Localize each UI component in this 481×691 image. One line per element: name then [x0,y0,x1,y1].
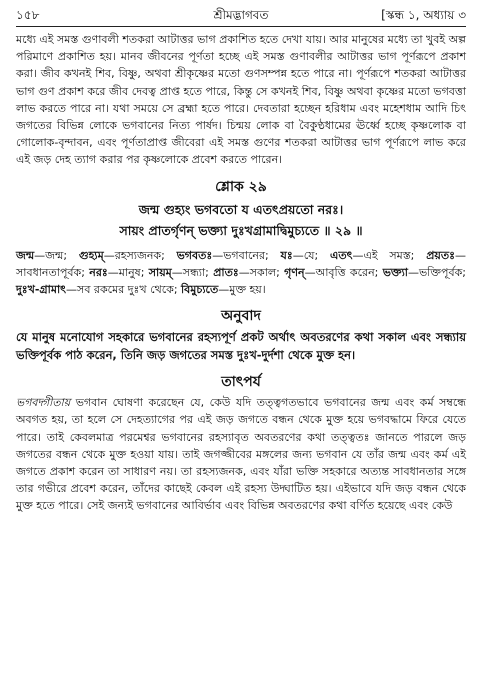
purport-text [16,394,466,514]
synonym-word: গৃণন্ [284,265,305,279]
synonym-word: যঃ [280,248,293,262]
synonym-word: প্রয়তঃ [426,248,455,262]
header-rule [16,26,466,27]
synonym-word: দুঃখ-গ্রামাৎ [16,283,67,297]
synonym-word: সায়ম্ [148,265,172,279]
translation-text: যে মানুষ মনোযোগ সহকারে ভগবানের রহস্যপূর্ণ প্রকট অর্থাৎ অবতরণের কথা সকাল এবং সন্ধ্যায় ভক্তিপূর্বক পাঠ করেন, তিনি জড় জগতের সমস্ত দুঃখ-দুর্দশা থেকে মুক্ত হন। [16,330,466,363]
synonym-meaning: —সাবধানতাপূর্বক; [16,248,466,279]
synonym-meaning: —আবৃত্তি করেন; [304,265,383,279]
verse-line-2: সায়ং প্রাতর্গৃণন্ ভক্ত্যা দুঃখগ্রামাদ্বিমুচ্যতে ॥ ২৯ ॥ [119,222,363,238]
synonym-word: ভগবতঃ [176,248,213,262]
synonym-meaning: —ভক্তিপূর্বক; [407,265,466,279]
purport-italic-lead: ভগবদ্গীতায় [16,396,71,410]
synonym-meaning: —এই সমস্ত; [352,248,427,262]
page-number: ১৫৮ [16,8,40,22]
synonym-meaning: —যে; [292,248,330,262]
synonym-meaning: —সব রকমের দুঃখ থেকে; [66,283,182,297]
synonym-word: বিমুচ্যতে [181,283,219,297]
synonym-meaning: —জন্ম; [34,248,79,262]
synonym-word: ভক্ত্যা [382,265,408,279]
purport-heading: তাৎপর্য [221,374,261,391]
intro-paragraph: মধ্যে এই সমস্ত গুণাবলী শতকরা আটাত্তর ভাগ প্রকাশিত হতে দেখা যায়। আর মানুষের মধ্যে তা খুবই অল্প পরিমাণে প্রকাশিত হয়। মানব জীবনের পূর্ণতা হচ্ছে এই সমস্ত গুণাবলীর আটাত্তর ভাগ পূর্ণরূপে প্রকাশ করা। জীব কখনই শিব, বিষ্ণু, অথবা শ্রীকৃষ্ণের মতো গুণসম্পন্ন হতে পারে না। পূর্ণরূপে শতকরা আটাত্তর ভাগ গুণ প্রকাশ করে জীব দেবত্ব প্রাপ্ত হতে পারে, কিন্তু সে কখনই শিব, বিষ্ণু অথবা কৃষ্ণের মতো ভগবত্তা লাভ করতে পারে না। যথা সময়ে সে ব্রহ্মা হতে পারে। দেবতারা হচ্ছেন হরিধাম এবং মহেশধাম আদি চিৎ জগতের বিভিন্ন লোকে ভগবানের নিত্য পার্ষদ। চিন্ময় লোক বা বৈকুণ্ঠধামের ঊর্ধ্বে হচ্ছে কৃষ্ণলোক বা গোলোক-বৃন্দাবন, এবং পূর্ণতাপ্রাপ্ত জীবেরা এই সমস্ত গুণের শতকরা আটাত্তর ভাগ পূর্ণরূপে লাভ করে এই জড় দেহ ত্যাগ করার পর কৃষ্ণলোকে প্রবেশ করতে পারেন। [16,33,466,167]
synonym-meaning: —মানুষ; [107,265,149,279]
section-reference: [স্কন্ধ ১, অধ্যায় ৩ [381,8,466,22]
purport-body: ভগবান ঘোষণা করেছেন যে, কেউ যদি তত্ত্বগতভাবে ভগবানের জন্ম এবং কর্ম সম্বন্ধে অবগত হয়, তা হলে সে দেহত্যাগের পর এই জড় জগতে বন্ধন থেকে মুক্ত হয়ে ভগবদ্ধামে ফিরে যেতে পারে। তাই কেবলমাত্র পরমেশ্বর ভগবানের রহস্যাবৃত অবতরণের কথা তত্ত্বতঃ জানতে পারলে জড় জগতের বন্ধন থেকে মুক্ত হওয়া যায়। তাই জগজ্জীবের মঙ্গলের জন্য ভগবান যে তাঁর জন্ম এবং কর্ম এই জগতে প্রকাশ করেন তা সাধারণ নয়। তা রহস্যজনক, এবং যাঁরা ভক্তি সহকারে অত্যন্ত সাবধানতার সঙ্গে তার গভীরে প্রবেশ করেন, তাঁদের কাছেই কেবল এই রহস্য উদ্ঘাটিত হয়। এইভাবে যদি জড় বন্ধন থেকে মুক্ত হতে পারে। সেই জন্যই ভগবানের আবির্ভাব এবং বিভিন্ন অবতরণের কথা বর্ণিত হয়েছে এবং কেউ [16,396,466,513]
book-title: শ্রীমদ্ভাগবত [213,8,269,22]
book-page [16,6,466,686]
synonym-word: এতৎ [330,248,353,262]
translation-heading: অনুবাদ [221,308,261,325]
synonym-word: নরঃ [89,265,108,279]
synonym-meaning: —রহস্যজনক; [103,248,177,262]
synonym-meaning: —সকাল; [238,265,285,279]
verse-heading: শ্লোক ২৯ [215,178,267,195]
verse-line-1: জন্ম গুহ্যং ভগবতো য এতৎপ্রয়তো নরঃ। [138,201,344,217]
synonym-meaning: —সন্ধ্যা; [171,265,214,279]
synonym-word: গুহ্যম্ [78,248,104,262]
synonym-word: প্রাতঃ [213,265,239,279]
synonym-word: জন্ম [16,248,35,262]
page-header [16,6,466,24]
synonyms-list [16,247,466,299]
synonym-meaning: —মুক্ত হয়। [218,283,266,297]
synonym-meaning: —ভগবানের; [212,248,281,262]
